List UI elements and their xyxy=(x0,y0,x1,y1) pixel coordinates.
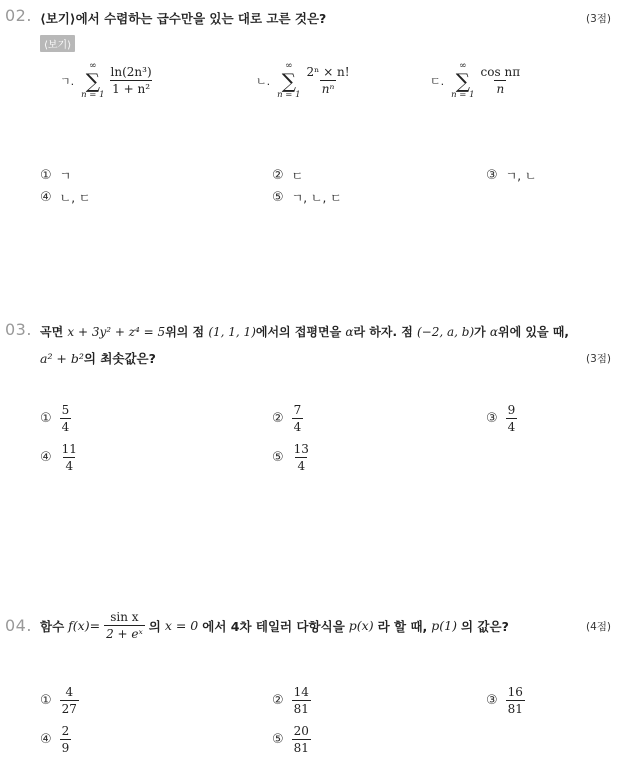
question-number: 04. xyxy=(5,616,32,635)
choice-1[interactable]: ① ㄱ xyxy=(40,168,72,183)
question-text: 함수 f(x)= $\frac{\text{sin x}}{\text{2 + eˣ}}$ 의 x = 0 에서 4차 테일러 다항식을 p(x) 라 할 때, p(1) 의 값은? xyxy=(40,610,509,641)
bogi-label: ⟨보기⟩ xyxy=(40,35,75,52)
choice-2[interactable]: ② ㄷ xyxy=(272,168,304,183)
points-label: (4점) xyxy=(586,621,612,633)
question-text: 곡면 x + 3y² + z⁴ = 5위의 점 (1, 1, 1)에서의 접평면을 α라 하자. 점 (−2, a, b)가 α위에 있을 때, xyxy=(40,325,569,339)
summation-symbol: ∞ ∑ n = 1 xyxy=(81,61,105,100)
fraction: $\frac{\text{cos nπ}}{n}$ xyxy=(480,65,521,97)
fraction: $\frac{\text{ln(2n³)}}{\text{1 + n²}}$ xyxy=(110,65,152,97)
summation-symbol: ∞ ∑ n = 1 xyxy=(277,61,301,100)
choice-5[interactable]: ⑤ $\frac{20}{81}$ xyxy=(272,724,309,755)
choice-2[interactable]: ② $\frac{14}{81}$ xyxy=(272,685,309,716)
series-item xyxy=(60,62,154,100)
choice-4[interactable]: ④ $\frac{11}{4}$ xyxy=(40,442,77,473)
question-text: ⟨보기⟩에서 수렴하는 급수만을 있는 대로 고른 것은? xyxy=(40,11,327,26)
choice-5[interactable]: ⑤ $\frac{13}{4}$ xyxy=(272,442,309,473)
series-label: ㄴ. xyxy=(256,74,271,88)
fraction: $\frac{\text{2ⁿ × n!}}{\text{nⁿ}}$ xyxy=(306,65,350,97)
choice-1[interactable]: ① $\frac{4}{27}$ xyxy=(40,685,77,716)
choice-2[interactable]: ② $\frac{7}{4}$ xyxy=(272,403,302,434)
question-text-line2: a² + b²의 최솟값은? xyxy=(40,351,156,366)
summation-symbol: ∞ ∑ n = 1 xyxy=(451,61,475,100)
choice-5[interactable]: ⑤ ㄱ, ㄴ, ㄷ xyxy=(272,190,342,205)
series-item xyxy=(256,62,352,100)
choice-3[interactable]: ③ $\frac{16}{81}$ xyxy=(486,685,523,716)
points-label: (3점) xyxy=(586,353,612,365)
series-item xyxy=(430,62,522,100)
choice-3[interactable]: ③ $\frac{9}{4}$ xyxy=(486,403,516,434)
choice-1[interactable]: ① $\frac{5}{4}$ xyxy=(40,403,70,434)
question-number: 03. xyxy=(5,320,32,339)
series-label: ㄷ. xyxy=(430,74,445,88)
points-label: (3점) xyxy=(586,13,612,25)
series-label: ㄱ. xyxy=(60,74,75,88)
choice-3[interactable]: ③ ㄱ, ㄴ xyxy=(486,168,537,183)
choice-4[interactable]: ④ ㄴ, ㄷ xyxy=(40,190,91,205)
choice-4[interactable]: ④ $\frac{2}{9}$ xyxy=(40,724,70,755)
question-number: 02. xyxy=(5,6,32,25)
